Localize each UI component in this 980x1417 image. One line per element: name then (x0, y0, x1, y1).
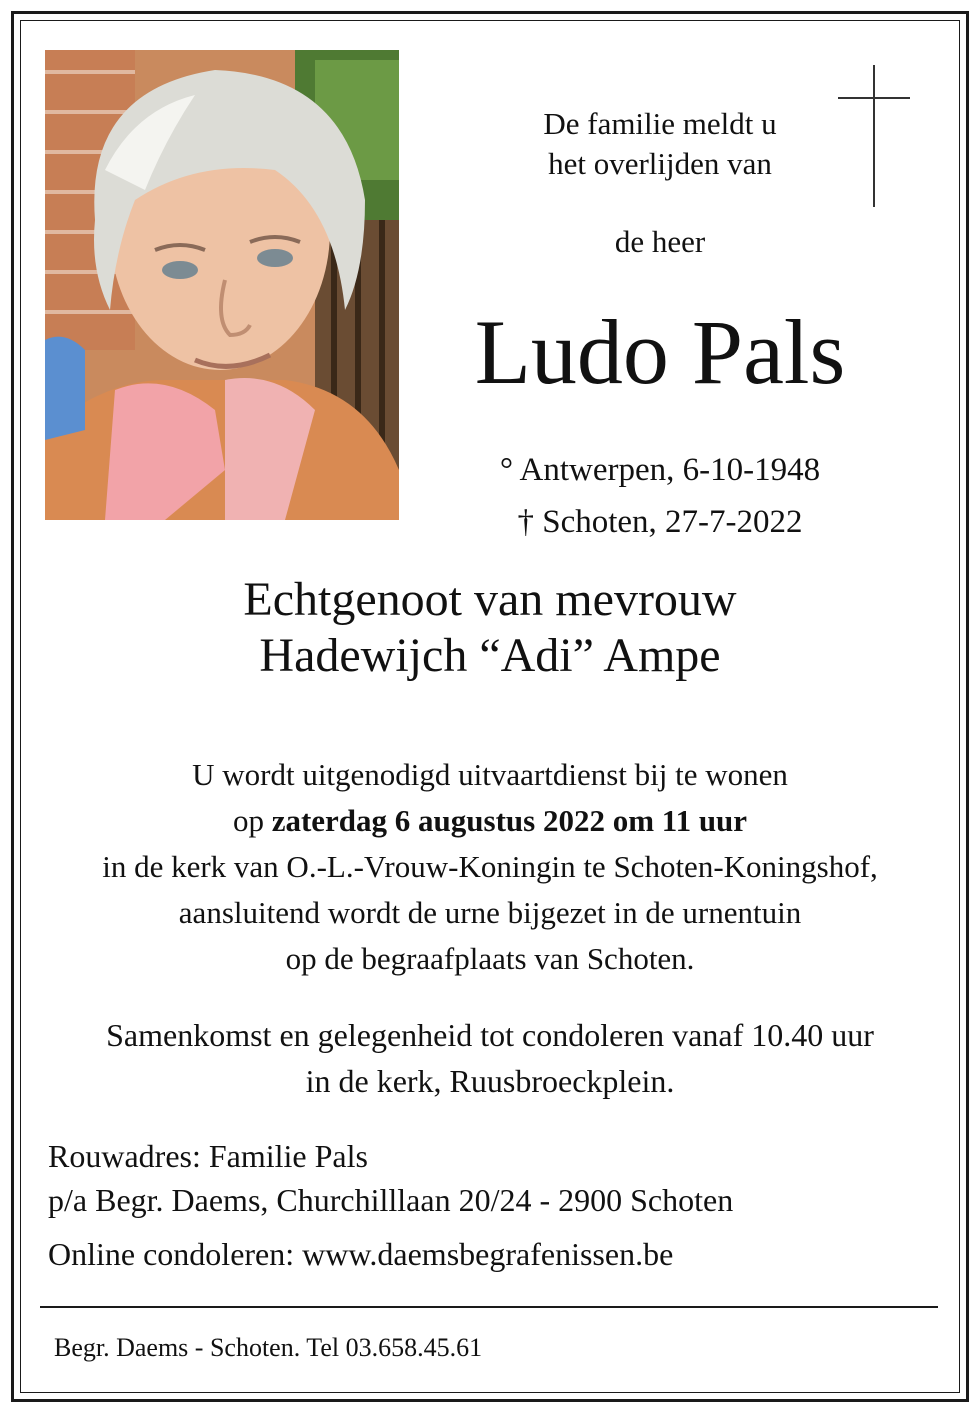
ceremony-line-4: aansluitend wordt de urne bijgezet in de urnentuin (178, 895, 802, 930)
spouse-text (40, 572, 940, 684)
intro-text (480, 104, 840, 184)
ceremony-invitation (30, 752, 950, 982)
spouse-line-2: Hadewijch “Adi” Ampe (259, 629, 721, 682)
salutation: de heer (614, 224, 706, 259)
gathering-text (30, 1012, 950, 1104)
ceremony-date-time: zaterdag 6 augustus 2022 om 11 uur (271, 803, 748, 838)
divider-line (40, 1306, 938, 1308)
ceremony-line-2 (30, 798, 950, 844)
deceased-name: Ludo Pals (474, 301, 846, 403)
ceremony-line-1: U wordt uitgenodigd uitvaartdienst bij te wonen (192, 757, 788, 792)
portrait-photo (45, 50, 399, 520)
death-date: † Schoten, 27-7-2022 (517, 504, 803, 540)
cross-icon (836, 63, 912, 209)
intro-line-1: De familie meldt u (543, 106, 777, 141)
footer-text: Begr. Daems - Schoten. Tel 03.658.45.61 (54, 1333, 483, 1362)
online-condolences: Online condoleren: www.daemsbegrafenissen.be (48, 1236, 674, 1272)
mourning-address (48, 1134, 733, 1222)
ceremony-line-3: in de kerk van O.-L.-Vrouw-Koningin te Schoten-Koningshof, (102, 849, 878, 884)
life-dates (430, 444, 890, 548)
gathering-line-1: Samenkomst en gelegenheid tot condoleren vanaf 10.40 uur (106, 1017, 874, 1053)
intro-line-2: het overlijden van (548, 146, 772, 181)
address-line-2: p/a Begr. Daems, Churchilllaan 20/24 - 2900 Schoten (48, 1182, 734, 1218)
address-line-1: Rouwadres: Familie Pals (48, 1138, 368, 1174)
birth-date: ° Antwerpen, 6-10-1948 (499, 452, 821, 488)
ceremony-line-5: op de begraafplaats van Schoten. (285, 941, 695, 976)
spouse-line-1: Echtgenoot van mevrouw (243, 573, 737, 626)
ceremony-line-2-prefix: op (232, 803, 272, 838)
gathering-line-2: in de kerk, Ruusbroeckplein. (305, 1063, 675, 1099)
